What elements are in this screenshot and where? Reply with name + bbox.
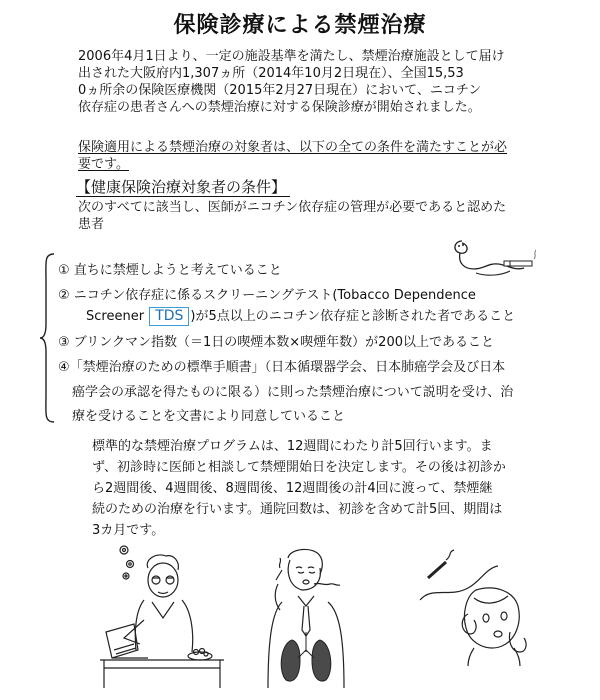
conditions-lead-line: 要です。 [78, 157, 129, 172]
conditions-heading: 【健康保険治療対象者の条件】 [76, 178, 290, 197]
intro-line: 0ヵ所余の保険医療機関（2015年2月27日現在）において、ニコチン [78, 83, 482, 98]
intro-paragraph [78, 48, 548, 116]
patient-line: 次のすべてに該当し、医師がニコチン依存症の管理が必要であると認めた [78, 200, 507, 215]
intro-line: 依存症の患者さんへの禁煙治療に対する保険診療が開始されました。 [78, 100, 481, 115]
conditions-lead-line: 保険適用による禁煙治療の対象者は、以下の全ての条件を満たすことが必 [78, 140, 508, 155]
intro-line: 出された大阪府内1,307ヵ所（2014年10月2日現在）、全国15,53 [78, 66, 464, 81]
conditions-lead [78, 139, 548, 173]
tds-badge: TDS [149, 307, 189, 326]
girl-rejecting-smoke-illustration [418, 548, 530, 666]
patient-line: 患者 [78, 217, 105, 232]
condition-4-line-3: 療を受けることを文書により同意していること [72, 409, 346, 424]
condition-2-line-2 [86, 305, 586, 326]
condition-3: ③ ブリンクマン指数（＝1日の喫煙本数×喫煙年数）が200以上であること [58, 335, 494, 350]
intro-line: 2006年4月1日より、一定の施設基準を満たし、禁煙治療施設として届け [78, 49, 505, 64]
condition-2-screener: Screener [86, 309, 145, 324]
program-line: ず、初診時に医師と相談して禁煙開始日を決定します。その後は初診か [92, 460, 506, 475]
program-paragraph [92, 436, 562, 541]
patient-description [78, 199, 548, 233]
condition-2-line-1: ② ニコチン依存症に係るスクリーニングテスト(Tobacco Dependence [58, 288, 476, 303]
program-line: 標準的な禁煙治療プログラムは、12週間にわたり計5回行います。ま [92, 439, 493, 454]
condition-4-line-2: 癌学会の承認を得たものに限る）に則った禁煙治療について説明を受け、治 [72, 385, 514, 400]
condition-4-line-1: ④「禁煙治療のための標準手順書」（日本循環器学会、日本肺癌学会及び日本 [58, 360, 506, 375]
page-title: 保険診療による禁煙治療 [173, 13, 427, 38]
program-line: 3カ月です。 [92, 523, 165, 538]
condition-2-tail: )が5点以上のニコチン依存症と診断された者であること [190, 309, 516, 324]
conditions-brace [38, 252, 58, 424]
man-smoking-lungs-illustration [262, 540, 348, 692]
condition-1: ① 直ちに禁煙しようと考えていること [58, 263, 282, 278]
program-line: ら2週間後、4週間後、8週間後、12週間後の計4回に渡って、禁煙継 [92, 481, 493, 496]
doctor-at-computer-illustration [100, 540, 230, 690]
program-line: 続のための治療を行います。通院回数は、初診を含めて計5回、期間は [92, 502, 503, 517]
